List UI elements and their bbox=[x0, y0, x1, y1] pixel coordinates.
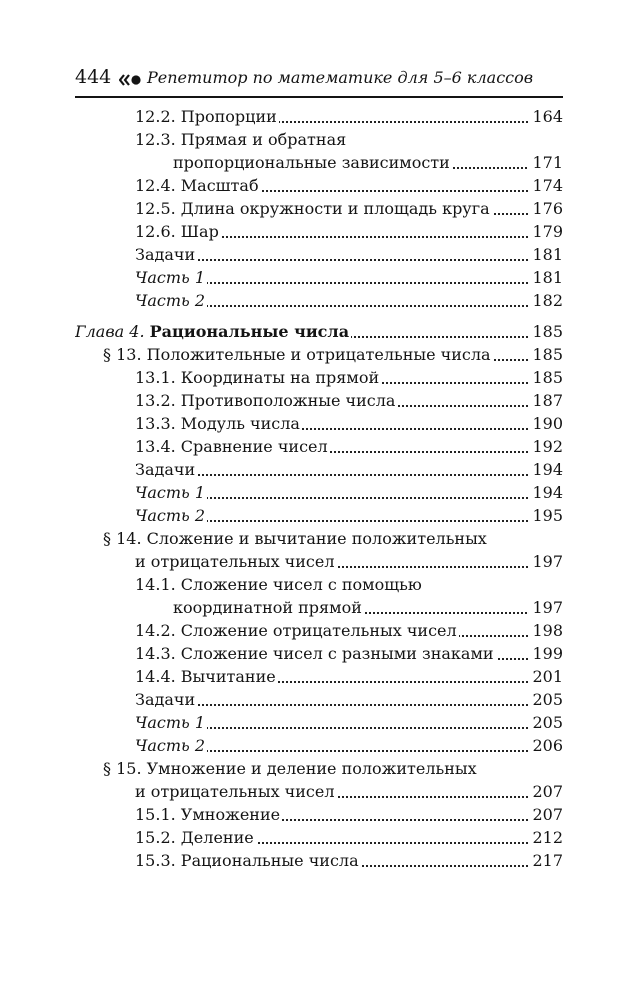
toc-entry-part[interactable] bbox=[135, 289, 563, 313]
toc-entry-page: 212 bbox=[529, 826, 563, 850]
toc-entry-title: 13.1. Координаты на прямой bbox=[135, 366, 381, 390]
toc-entry-page: 181 bbox=[529, 266, 563, 290]
toc-entry-part[interactable] bbox=[135, 734, 563, 758]
toc-entry-title: Рациональные числа bbox=[149, 322, 350, 341]
toc-entry-title: 12.4. Масштаб bbox=[135, 174, 261, 198]
toc-entry-problems[interactable] bbox=[135, 458, 563, 482]
leader-dots bbox=[135, 259, 563, 261]
toc-entry-title: Часть 1 bbox=[135, 481, 207, 505]
toc-entry-page: 207 bbox=[529, 803, 563, 827]
toc-entry-title: Задачи bbox=[135, 243, 197, 267]
toc-section-entry[interactable] bbox=[103, 757, 563, 781]
toc-entry-page: 192 bbox=[529, 435, 563, 459]
toc-entry-title: 14.1. Сложение чисел с помощью bbox=[135, 573, 424, 597]
toc-entry-title: пропорциональные зависимости bbox=[173, 151, 452, 175]
page-number: 444 bbox=[75, 66, 112, 88]
toc-entry-page: 207 bbox=[529, 780, 563, 804]
toc-entry-page: 198 bbox=[529, 619, 563, 643]
running-title: Репетитор по математике для 5–6 классов bbox=[147, 68, 534, 87]
toc-entry-title: 13.2. Противоположные числа bbox=[135, 389, 397, 413]
toc-entry-title: 15.1. Умножение bbox=[135, 803, 282, 827]
toc-entry[interactable] bbox=[135, 412, 563, 436]
section-mark-icon bbox=[119, 71, 143, 90]
toc-entry-page: 179 bbox=[529, 220, 563, 244]
toc-entry-page: 217 bbox=[529, 849, 563, 873]
toc-entry-title: Часть 2 bbox=[135, 734, 207, 758]
toc-entry-continuation[interactable] bbox=[135, 780, 563, 804]
toc-entry-page: 187 bbox=[529, 389, 563, 413]
toc-entry-title: 15.3. Рациональные числа bbox=[135, 849, 361, 873]
toc-entry-title: § 14. Сложение и вычитание положительных bbox=[103, 527, 489, 551]
toc-entry-page: 176 bbox=[529, 197, 563, 221]
toc-entry-problems[interactable] bbox=[135, 688, 563, 712]
toc-entry-page: 199 bbox=[529, 642, 563, 666]
toc-entry-continuation[interactable] bbox=[173, 596, 563, 620]
toc-entry[interactable] bbox=[135, 220, 563, 244]
toc-entry[interactable] bbox=[135, 366, 563, 390]
toc-entry-page: 205 bbox=[529, 688, 563, 712]
toc-entry-title: 13.3. Модуль числа bbox=[135, 412, 302, 436]
toc-entry-title: 12.6. Шар bbox=[135, 220, 221, 244]
toc-entry-part[interactable] bbox=[135, 481, 563, 505]
toc-entry[interactable] bbox=[135, 619, 563, 643]
toc-entry-page: 201 bbox=[529, 665, 563, 689]
toc-entry-page: 181 bbox=[529, 243, 563, 267]
toc-entry-title: Часть 1 bbox=[135, 711, 207, 735]
toc-entry-title: Часть 2 bbox=[135, 504, 207, 528]
toc-entry-page: 185 bbox=[529, 366, 563, 390]
toc-entry-title: § 15. Умножение и деление положительных bbox=[103, 757, 479, 781]
toc-entry-page: 185 bbox=[529, 343, 563, 367]
toc-entry-page: 185 bbox=[529, 320, 563, 344]
toc-entry-page: 190 bbox=[529, 412, 563, 436]
toc-entry-part[interactable] bbox=[135, 711, 563, 735]
running-header bbox=[75, 64, 563, 90]
toc-entry-title: Задачи bbox=[135, 688, 197, 712]
toc-entry-title: 14.2. Сложение отрицательных чисел bbox=[135, 619, 459, 643]
toc-entry-page: 195 bbox=[529, 504, 563, 528]
toc-entry-title: § 13. Положительные и отрицательные числа bbox=[103, 343, 493, 367]
toc-entry[interactable] bbox=[135, 174, 563, 198]
toc-section-entry[interactable] bbox=[103, 527, 563, 551]
toc-entry-page: 197 bbox=[529, 550, 563, 574]
toc-entry-part[interactable] bbox=[135, 504, 563, 528]
toc-entry-page: 206 bbox=[529, 734, 563, 758]
toc-entry[interactable] bbox=[135, 389, 563, 413]
chapter-number: Глава 4. bbox=[75, 322, 145, 341]
toc-entry-title: координатной прямой bbox=[173, 596, 364, 620]
toc-entry-page: 197 bbox=[529, 596, 563, 620]
toc-entry-continuation[interactable] bbox=[135, 550, 563, 574]
toc-entry-page: 194 bbox=[529, 481, 563, 505]
toc-entry-title: 13.4. Сравнение чисел bbox=[135, 435, 330, 459]
toc-entry-page: 182 bbox=[529, 289, 563, 313]
toc-entry[interactable] bbox=[135, 105, 563, 129]
toc-chapter-entry[interactable] bbox=[75, 320, 563, 344]
toc-entry[interactable] bbox=[135, 849, 563, 873]
toc-entry[interactable] bbox=[135, 573, 563, 597]
toc-entry-title: и отрицательных чисел bbox=[135, 780, 337, 804]
toc-entry-title: Часть 1 bbox=[135, 266, 207, 290]
leader-dots bbox=[135, 704, 563, 706]
toc-entry-page: 205 bbox=[529, 711, 563, 735]
toc-entry-page: 164 bbox=[529, 105, 563, 129]
toc-entry-title: 14.3. Сложение чисел с разными знаками bbox=[135, 642, 496, 666]
toc-entry-title: 12.2. Пропорции bbox=[135, 105, 279, 129]
toc-entry[interactable] bbox=[135, 665, 563, 689]
toc-entry-title: Часть 2 bbox=[135, 289, 207, 313]
toc-entry-page: 194 bbox=[529, 458, 563, 482]
header-rule bbox=[75, 96, 563, 98]
toc-entry-title: и отрицательных чисел bbox=[135, 550, 337, 574]
toc-entry-title: 15.2. Деление bbox=[135, 826, 256, 850]
toc-entry[interactable] bbox=[135, 435, 563, 459]
toc-entry-part[interactable] bbox=[135, 266, 563, 290]
toc-entry[interactable] bbox=[135, 803, 563, 827]
toc-section-entry[interactable] bbox=[103, 343, 563, 367]
toc-entry-continuation[interactable] bbox=[173, 151, 563, 175]
toc-entry[interactable] bbox=[135, 128, 563, 152]
toc-entry-title: 14.4. Вычитание bbox=[135, 665, 278, 689]
toc-entry-title: Задачи bbox=[135, 458, 197, 482]
toc-entry-title: 12.5. Длина окружности и площадь круга bbox=[135, 197, 492, 221]
toc-entry[interactable] bbox=[135, 197, 563, 221]
toc-entry-title: 12.3. Прямая и обратная bbox=[135, 128, 348, 152]
leader-dots bbox=[135, 474, 563, 476]
toc-entry-page: 171 bbox=[529, 151, 563, 175]
toc-entry-page: 174 bbox=[529, 174, 563, 198]
toc-entry-problems[interactable] bbox=[135, 243, 563, 267]
toc-entry[interactable] bbox=[135, 826, 563, 850]
toc-entry[interactable] bbox=[135, 642, 563, 666]
